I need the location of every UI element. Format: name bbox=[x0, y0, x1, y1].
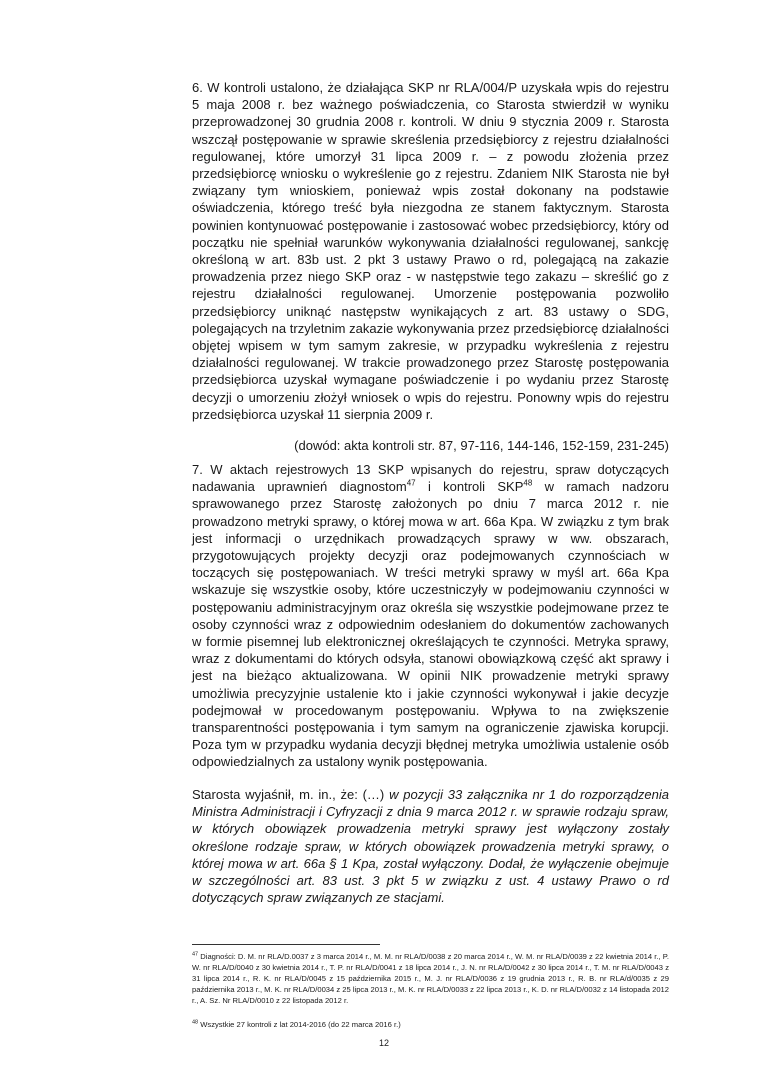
footnote-48-text: Wszystkie 27 kontroli z lat 2014-2016 (do 22 marca 2016 r.) bbox=[198, 1020, 401, 1029]
evidence-reference: (dowód: akta kontroli str. 87, 97-116, 144-146, 152-159, 231-245) bbox=[294, 438, 669, 453]
footnote-47-text: Diagności: D. M. nr RLA/D.0037 z 3 marca 2014 r., M. M. nr RLA/D/0038 z 20 marca 2014 r., W. M. nr RLA/D/0039 z 22 kwietnia 2014 r., P. W. nr RLA/D/0040 z 30 kwietnia 2014 r., T. P. nr RLA/D/0041 z 18 lipca 2014 r., J. N. nr RLA/D/0042 z 30 lipca 2014 r., T. M. nr RLA/D/0043 z 31 lipca 2014 r., R. K. nr RLA/D/0045 z 15 października 2015 r., M. J. nr RLA/D/0036 z 19 grudnia 2013 r., R. B. nr RLA/d/0035 z 29 października 2013 r., M. K. nr RLA/D/0034 z 25 lipca 2013 r., M. K. nr RLA/D/0033 z 22 lipca 2013 r., K. D. nr RLA/D/0032 z 14 listopada 2012 r., A. Sz. Nr RLA/D/0010 z 22 listopada 2012 r. bbox=[192, 952, 669, 1005]
footnote-ref-47: 47 bbox=[406, 478, 416, 488]
paragraph-6 bbox=[192, 79, 669, 423]
paragraph-7-part2: i kontroli SKP bbox=[415, 479, 524, 495]
paragraph-7 bbox=[192, 461, 669, 771]
footnote-48 bbox=[192, 1019, 669, 1030]
starosta-intro: Starosta wyjaśnił, m. in., że: (…) bbox=[192, 787, 390, 802]
starosta-quote: w pozycji 33 załącznika nr 1 do rozporządzenia Ministra Administracji i Cyfryzacji z dnia 9 marca 2012 r. w sprawie rodzaju spraw, w których obowiązek prowadzenia metryki sprawy jest wyłączony zostały określone rodzaje spraw, w których obowiązek prowadzenia metryki sprawy, o której mowa w art. 66a § 1 Kpa, został wyłączony. Dodał, że wyłączenie obejmuje w szczególności art. 83 ust. 3 pkt 5 w związku z ust. 4 ustawy Prawo o rd dotyczących spraw związanych ze stacjami. bbox=[192, 787, 669, 906]
footnote-divider bbox=[192, 944, 380, 945]
paragraph-6-text: 6. W kontroli ustalono, że działająca SKP nr RLA/004/P uzyskała wpis do rejestru 5 maja 2008 r. bez ważnego poświadczenia, co Starosta stwierdził w wyniku przeprowadzonej 30 grudnia 2008 r. kontroli. W dniu 9 stycznia 2009 r. Starosta wszczął postępowanie w sprawie skreślenia przedsiębiorcy z rejestru działalności regulowanej, które umorzył 31 lipca 2009 r. – z powodu złożenia przez przedsiębiorcę wniosku o wykreślenie go z rejestru. Zdaniem NIK Starosta nie był związany tym wnioskiem, ponieważ wpis został dokonany na podstawie oświadczenia, którego treść była niezgodna ze stanem faktycznym. Starosta powinien kontynuować postępowanie i zastosować wobec przedsiębiorcy, który od początku nie spełniał warunków wykonywania działalności regulowanej, sankcję określoną w art. 83b ust. 2 pkt 3 ustawy Prawo o rd, polegającą na zakazie prowadzenia przez niego SKP oraz - w następstwie tego zakazu – skreślić go z rejestru działalności regulowanej. Umorzenie postępowania pozwoliło przedsiębiorcy uniknąć następstw wynikających z art. 83 ustawy o SDG, polegających na trzyletnim zakazie wykonywania przez przedsiębiorcę działalności objętej wpisem w tym samym zakresie, w przypadku wykreślenia z rejestru działalności regulowanej. W trakcie prowadzonego przez Starostę postępowania przedsiębiorca uzyskał wymagane poświadczenie i po wydaniu przez Starostę decyzji o umorzeniu złożył wniosek o wpis do rejestru. Ponowny wpis do rejestru przedsiębiorca uzyskał 11 sierpnia 2009 r. bbox=[192, 80, 669, 422]
paragraph-7-part1: 7. W aktach rejestrowych 13 SKP wpisanych do rejestru, spraw dotyczących nadawania uprawnień diagnostom bbox=[192, 462, 669, 495]
page-number: 12 bbox=[378, 1038, 389, 1048]
starosta-explanation bbox=[192, 786, 669, 906]
footnote-47 bbox=[192, 951, 669, 1006]
paragraph-7-part3: w ramach nadzoru sprawowanego przez Starostę założonych po dniu 7 marca 2012 r. nie prowadzono metryki sprawy, o której mowa w art. 66a Kpa. W związku z tym brak jest informacji o urzędnikach prowadzących sprawy w ww. obszarach, przygotowujących projekty decyzji oraz podejmowanych czynnościach w toczących się postępowaniach. W treści metryki sprawy w myśl art. 66a Kpa wskazuje się wszystkie osoby, które uczestniczyły w podejmowaniu czynności w postępowaniu administracyjnym oraz określa się wszystkie podejmowane przez te osoby czynności wraz z odpowiednim odesłaniem do dokumentów zachowanych w formie pisemnej lub elektronicznej określających te czynności. Metryka sprawy, wraz z dokumentami do których odsyła, stanowi obowiązkową część akt sprawy i jest na bieżąco aktualizowana. W opinii NIK prowadzenie metryki sprawy umożliwia precyzyjnie ustalenie kto i jakie czynności wykonywał i jakie decyzje podejmował w procedowanym postępowaniu. Wpływa to na zwiększenie transparentności postępowania i tym samym na ograniczenie zjawiska korupcji. Poza tym w przypadku wydania decyzji błędnej metryka umożliwia ustalenie osób odpowiedzialnych za ustalony wynik postępowania. bbox=[192, 479, 669, 770]
footnote-47-number: 47 bbox=[192, 951, 199, 958]
footnote-ref-48: 48 bbox=[523, 478, 533, 488]
footnote-48-number: 48 bbox=[192, 1019, 199, 1026]
